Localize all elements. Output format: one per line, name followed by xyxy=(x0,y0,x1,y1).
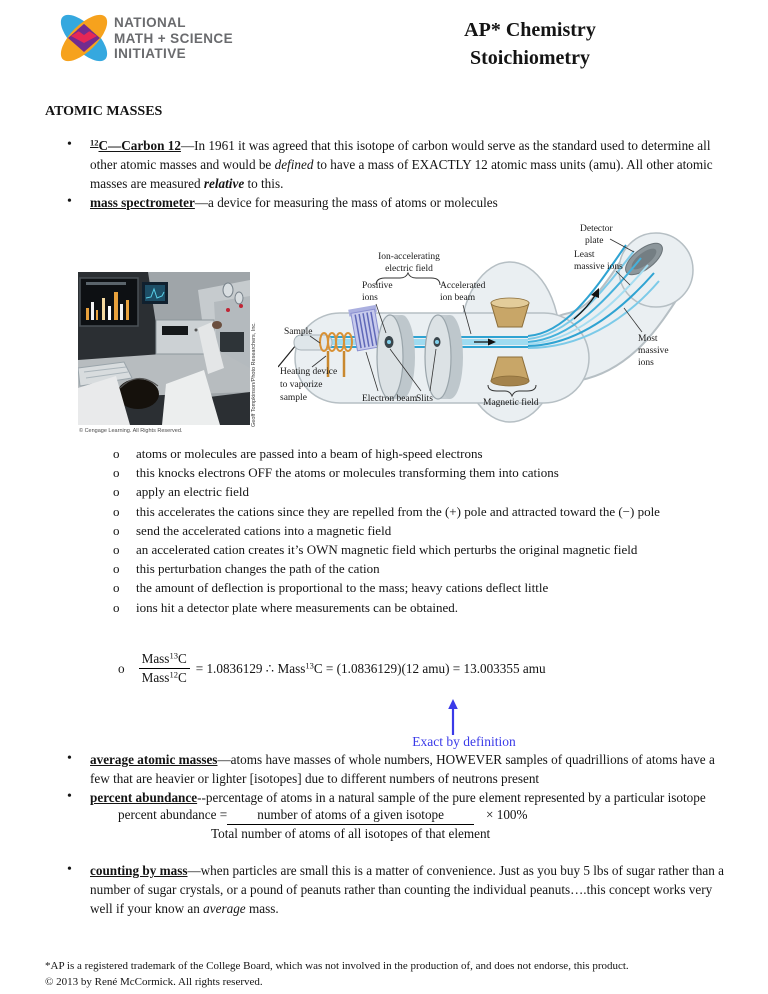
footer-copyright-line: © 2013 by René McCormick. All rights reserved. xyxy=(45,976,263,988)
circle-marker: o xyxy=(113,580,120,596)
label-magnetic-field: Magnetic field xyxy=(483,398,539,408)
bullet-carbon12-text: $^{12}$C—Carbon 12—In 1961 it was agreed that this isotope of carbon would serve as the standard used to determine all other atomic masses and would be defined to have a mass of EXACTLY 12 atomic mass units (amu). All other atomic masses are measured relative to this. xyxy=(90,137,713,191)
circle-marker: o xyxy=(113,446,120,461)
svg-text:sample: sample xyxy=(280,393,307,403)
mass-spectrometer-diagram xyxy=(278,215,702,428)
logo-line-2: MATH + SCIENCE xyxy=(114,30,233,46)
circle-marker: o xyxy=(113,503,120,519)
label-least-massive-ions: Least xyxy=(574,250,595,260)
list-item: o ions hit a detector plate where measurements can be obtained. xyxy=(113,598,727,617)
label-ion-accelerating-field: Ion-accelerating xyxy=(378,252,440,262)
bullet-percent-abundance: • percent abundance--percentage of atoms in a natural sample of the pure element represented by a particular isotope xyxy=(67,789,706,805)
exact-by-definition-note: Exact by definition xyxy=(412,734,516,749)
fraction-numerator: Mass$^{13}$C xyxy=(139,651,190,669)
list-item: o an accelerated cation creates it’s OWN magnetic field which perturbs the original magnetic field xyxy=(113,540,727,559)
bullet-mass-spectrometer-text: mass spectrometer—a device for measuring the mass of atoms or molecules xyxy=(90,195,498,210)
mass-spectrometer-figure xyxy=(0,215,768,447)
list-item: o the amount of deflection is proportional to the mass; heavy cations deflect little xyxy=(113,578,727,597)
circle-marker: o xyxy=(113,522,120,538)
nmsi-logo-text xyxy=(114,15,233,62)
bullet-counting-by-mass: • counting by mass—when particles are small this is a matter of convenience. Just as you buy 5 lbs of sugar rather than a number of sugar crystals, or a pound of peanuts rather than counting the individual peanuts….this concept works very well if your know an average mass. xyxy=(67,862,724,916)
circle-marker: o xyxy=(113,561,120,577)
title-line-1: AP* Chemistry xyxy=(464,19,596,41)
bullet-marker: • xyxy=(67,862,72,877)
photo-credit-side: Geoff Tompkinson/Photo Researchers, Inc. xyxy=(251,322,257,427)
spectrometer-steps-list xyxy=(113,444,727,617)
list-item: o this perturbation changes the path of the cation xyxy=(113,559,727,578)
bullet-marker: • xyxy=(67,194,72,209)
footer xyxy=(45,958,725,990)
title-line-2: Stoichiometry xyxy=(470,47,590,69)
annotation-arrow xyxy=(446,699,460,735)
list-item: o this knocks electrons OFF the atoms or molecules transforming them into cations xyxy=(113,463,727,482)
label-sample: Sample xyxy=(284,327,313,337)
label-electron-beam: Electron beam xyxy=(362,394,418,404)
percent-abundance-formula xyxy=(118,807,737,845)
label-most-massive-ions: Most xyxy=(638,334,658,344)
label-positive-ions: Positive xyxy=(362,281,393,291)
label-accelerated-ion-beam: Accelerated xyxy=(440,281,486,291)
svg-text:electric field: electric field xyxy=(385,264,433,274)
bullet-marker: • xyxy=(67,137,72,152)
pct-numerator: number of atoms of a given isotope xyxy=(227,807,474,825)
pct-formula-lhs: percent abundance = xyxy=(118,807,228,822)
label-heating-device: Heating device xyxy=(280,367,338,377)
lab-photo xyxy=(78,272,250,425)
svg-text:massive: massive xyxy=(638,346,669,356)
atomic-masses-bullet-list xyxy=(45,136,729,212)
label-slits: Slits xyxy=(416,394,433,404)
fraction-denominator: Mass$^{12}$C xyxy=(141,669,187,685)
mass-ratio-formula xyxy=(113,651,546,686)
list-item: o send the accelerated cations into a magnetic field xyxy=(113,521,727,540)
footer-trademark-line: *AP is a registered trademark of the College Board, which was not involved in the production of, and does not endorse, this product. xyxy=(45,960,629,972)
nmsi-logo-icon xyxy=(56,11,112,65)
circle-marker: o xyxy=(118,660,125,676)
circle-marker: o xyxy=(113,542,120,558)
definitions-bullet-list xyxy=(45,750,737,918)
logo-line-1: NATIONAL xyxy=(114,15,186,30)
svg-text:ion beam: ion beam xyxy=(440,293,476,303)
svg-text:plate: plate xyxy=(585,236,604,246)
bullet-mass-spectrometer xyxy=(45,193,729,212)
list-item: o this accelerates the cations since they are repelled from the (+) pole and attracted toward the (−) pole xyxy=(113,502,727,521)
list-item: o atoms or molecules are passed into a beam of high-speed electrons xyxy=(113,444,727,463)
circle-marker: o xyxy=(113,599,120,615)
bullet-marker: • xyxy=(67,789,72,804)
label-detector-plate: Detector xyxy=(580,224,613,234)
logo-line-3: INITIATIVE xyxy=(114,46,187,61)
svg-text:to vaporize: to vaporize xyxy=(280,380,323,390)
pct-denominator: Total number of atoms of all isotopes of that element xyxy=(210,826,491,841)
bullet-carbon12 xyxy=(45,136,729,193)
circle-marker: o xyxy=(113,465,120,481)
photo-credit-bottom: © Cengage Learning. All Rights Reserved. xyxy=(79,428,183,434)
list-item: o apply an electric field xyxy=(113,482,727,501)
svg-text:ions: ions xyxy=(638,358,654,368)
formula-rhs: = 1.0836129 ∴ Mass$^{13}$C = (1.0836129)(12 amu) = 13.003355 amu xyxy=(195,660,546,676)
circle-marker: o xyxy=(113,484,120,500)
section-heading: ATOMIC MASSES xyxy=(45,104,163,119)
bullet-marker: • xyxy=(67,751,72,766)
bullet-average-atomic-masses: • average atomic masses—atoms have masses of whole numbers, HOWEVER samples of quadrillions of atoms have a few that are heavier or lighter [isotopes] due to different numbers of neutrons present xyxy=(67,751,715,786)
document-title xyxy=(420,16,640,72)
mass-fraction xyxy=(139,651,190,686)
pct-formula-rhs: × 100% xyxy=(486,807,528,822)
pct-fraction xyxy=(210,807,491,841)
svg-text:massive ions: massive ions xyxy=(574,262,623,272)
svg-text:ions: ions xyxy=(362,293,378,303)
